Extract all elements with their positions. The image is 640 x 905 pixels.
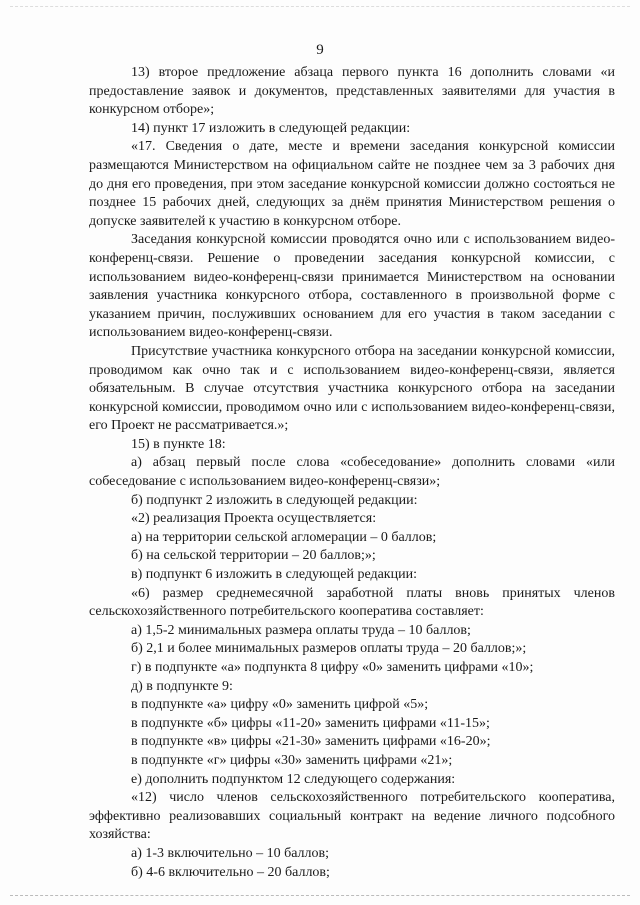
page-number: 9 [316, 42, 324, 58]
paragraph: а) абзац первый после слова «собеседование» дополнить словами «или собеседование с использованием видео-конференц-связи»; [89, 455, 615, 490]
paragraph: Заседания конкурсной комиссии проводятся очно или с использованием видео-конференц-связи. Решение о проведении заседания конкурсной комиссии, с использованием видео-конференц-связи принимается Министерством на основании заявления участника конкурсного отбора, составленного в произвольной форме с указанием причин, послуживших основанием для его участия в таком заседании с использованием видео-конференц-связи. [89, 232, 615, 341]
paragraph: в) подпункт 6 изложить в следующей редакции: [131, 567, 417, 583]
scan-edge-bottom [10, 895, 630, 896]
paragraph: «2) реализация Проекта осуществляется: [131, 511, 377, 527]
paragraph: «17. Сведения о дате, месте и времени заседания конкурсной комиссии размещаются Министерством на официальном сайте не позднее чем за 3 рабочих дня до дня его проведения, при этом заседание конкурсной комиссии должно состояться не позднее 15 рабочих дней, следующих за днём принятия Министерством решения о допуске заявителей к участию в конкурсном отборе. [89, 139, 615, 229]
paragraph: в подпункте «г» цифры «30» заменить цифрами «21»; [131, 752, 453, 768]
paragraph: б) 4-6 включительно – 20 баллов; [131, 864, 330, 880]
document-body [89, 64, 615, 882]
paragraph: «12) число членов сельскохозяйственного потребительского кооператива, эффективно реализовавших социальный контракт на ведение личного подсобного хозяйства: [89, 790, 615, 843]
paragraph: 15) в пункте 18: [131, 436, 226, 452]
paragraph: а) на территории сельской агломерации – 0 баллов; [131, 529, 437, 545]
paragraph: б) на сельской территории – 20 баллов;»; [131, 548, 376, 564]
paragraph: г) в подпункте «а» подпункта 8 цифру «0» заменить цифрами «10»; [131, 660, 534, 675]
paragraph: а) 1,5-2 минимальных размера оплаты труда – 10 баллов; [131, 622, 471, 638]
paragraph: 13) второе предложение абзаца первого пункта 16 дополнить словами «и предоставление заявок и документов, представленных заявителями для участия в конкурсном отборе»; [89, 65, 615, 118]
paragraph: д) в подпункте 9: [131, 678, 233, 694]
paragraph: е) дополнить подпунктом 12 следующего содержания: [131, 771, 456, 787]
paragraph: в подпункте «а» цифру «0» заменить цифрой «5»; [131, 697, 429, 713]
paragraph: в подпункте «в» цифры «21-30» заменить цифрами «16-20»; [131, 734, 491, 750]
paragraph: в подпункте «б» цифры «11-20» заменить цифрами «11-15»; [131, 715, 490, 731]
paragraph: б) 2,1 и более минимальных размеров оплаты труда – 20 баллов;»; [131, 641, 527, 657]
paragraph: а) 1-3 включительно – 10 баллов; [131, 845, 330, 861]
scan-edge-top [10, 6, 630, 7]
paragraph: б) подпункт 2 изложить в следующей редакции: [131, 492, 418, 508]
paragraph: 14) пункт 17 изложить в следующей редакции: [131, 120, 411, 136]
paragraph: Присутствие участника конкурсного отбора на заседании конкурсной комиссии, проводимом как очно так и с использованием видео-конференц-связи, является обязательным. В случае отсутствия участника конкурсного отбора на заседании конкурсной комиссии, проводимом очно или с использованием видео-конференц-связи, его Проект не рассматривается.»; [89, 343, 615, 434]
paragraph: «6) размер среднемесячной заработной платы вновь принятых членов сельскохозяйственного потребительского кооператива составляет: [89, 585, 615, 620]
